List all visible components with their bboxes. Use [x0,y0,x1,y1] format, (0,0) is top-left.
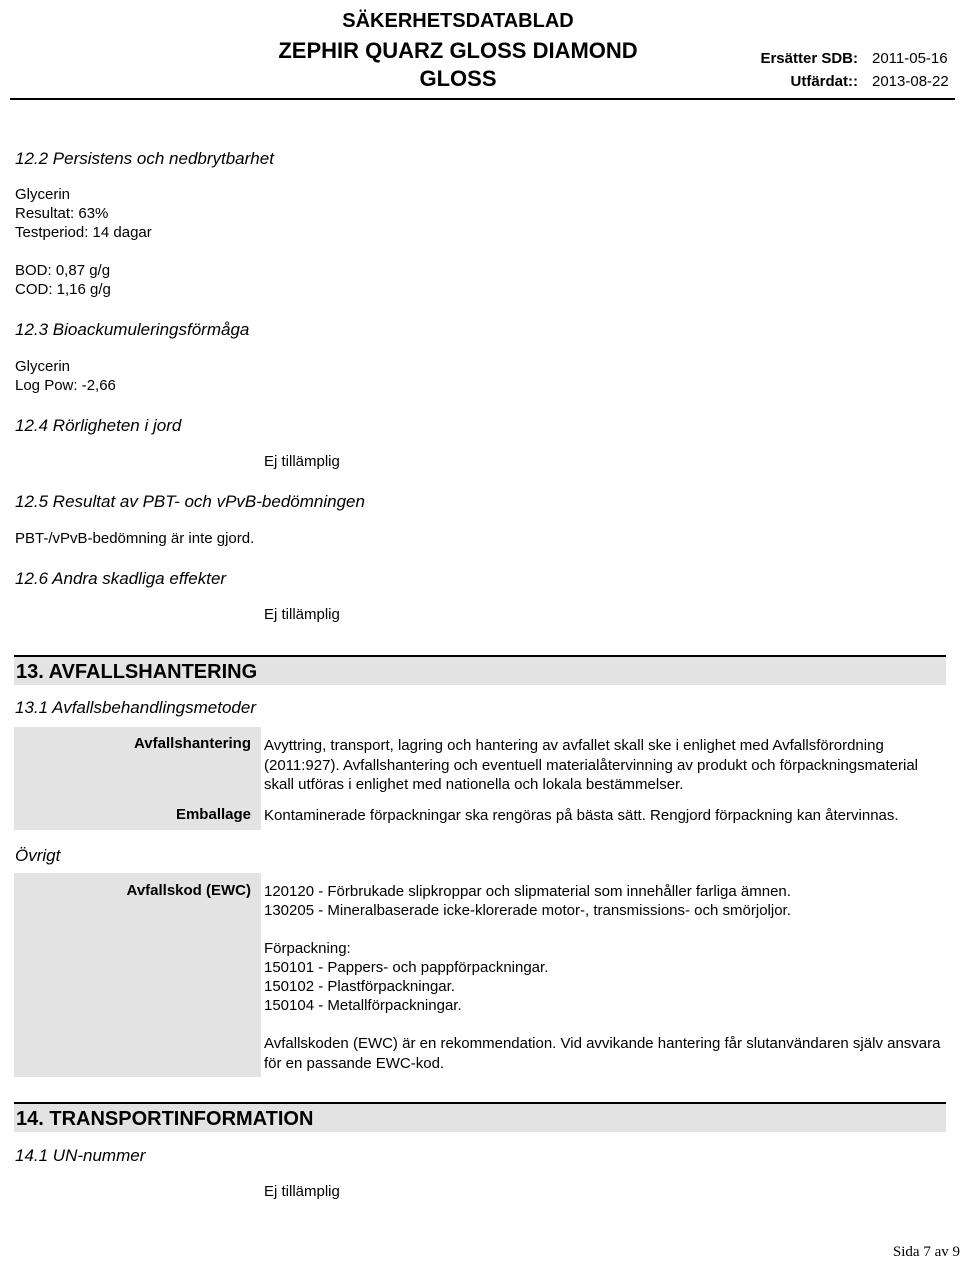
header-divider [10,98,955,100]
issued-date: 2013-08-22 [872,73,949,90]
packaging-label: Emballage [14,800,261,830]
ewc-note: Avfallskoden (EWC) är en rekommendation. Vid avvikande hantering får slutanvändaren själv ansvara för en passande EWC-kod. [264,1035,941,1072]
persistence-result: Resultat: 63% [15,205,109,222]
persistence-substance: Glycerin [15,186,71,203]
section-12-4-heading: 12.4 Rörligheten i jord [15,416,182,435]
waste-handling-label: Avfallshantering [14,727,261,800]
persistence-bod: BOD: 0,87 g/g [15,262,111,279]
ewc-line: 130205 - Mineralbaserade icke-klorerade motor-, transmissions- och smörjoljor. [264,902,791,919]
section-12-5-heading: 12.5 Resultat av PBT- och vPvB-bedömningen [15,492,365,511]
packaging-code-line: 150104 - Metallförpackningar. [264,997,462,1014]
section-12-6-heading: 12.6 Andra skadliga effekter [15,569,227,588]
page-number: Sida 7 av 9 [892,1244,960,1260]
issued-label: Utfärdat:: [790,73,858,90]
product-name-line2: GLOSS [419,66,497,91]
replaces-date: 2011-05-16 [872,50,948,67]
ewc-line: 120120 - Förbrukade slipkroppar och slipmaterial som innehåller farliga ämnen. [264,883,791,900]
section-12-2-heading: 12.2 Persistens och nedbrytbarhet [15,149,274,168]
packaging-value: Kontaminerade förpackningar ska rengöras på bästa sätt. Rengjord förpackning kan återvinnas. [264,807,899,824]
packaging-codes-heading: Förpackning: [264,940,351,957]
un-number-value: Ej tillämplig [264,1183,340,1200]
section-13-title: 13. AVFALLSHANTERING [14,655,946,685]
document-type: SÄKERHETSDATABLAD [342,10,574,32]
persistence-test-period: Testperiod: 14 dagar [15,224,152,241]
packaging-code-line: 150101 - Pappers- och pappförpackningar. [264,959,549,976]
other-effects-value: Ej tillämplig [264,606,340,623]
section-14-title: 14. TRANSPORTINFORMATION [14,1102,946,1132]
bioaccumulation-substance: Glycerin [15,358,71,375]
ewc-code-label: Avfallskod (EWC) [14,873,261,1077]
section-14-1-heading: 14.1 UN-nummer [15,1146,146,1165]
section-13-1-heading: 13.1 Avfallsbehandlingsmetoder [15,698,256,717]
replaces-label: Ersätter SDB: [760,50,858,67]
packaging-code-line: 150102 - Plastförpackningar. [264,978,455,995]
persistence-cod: COD: 1,16 g/g [15,281,111,298]
waste-handling-value: Avyttring, transport, lagring och hantering av avfallet skall ske i enlighet med Avfallsförordning (2011:927). Avfallshantering och eventuell materialåtervinning av produkt och förpackningsmaterial skall utföras i enlighet med nationella och lokala bestämmelser. [264,737,918,793]
pbt-assessment-value: PBT-/vPvB-bedömning är inte gjord. [15,530,255,547]
other-heading: Övrigt [15,846,61,865]
product-name-line1: ZEPHIR QUARZ GLOSS DIAMOND [278,38,638,63]
section-12-3-heading: 12.3 Bioackumuleringsförmåga [15,320,250,339]
soil-mobility-value: Ej tillämplig [264,453,340,470]
bioaccumulation-log-pow: Log Pow: -2,66 [15,377,116,394]
